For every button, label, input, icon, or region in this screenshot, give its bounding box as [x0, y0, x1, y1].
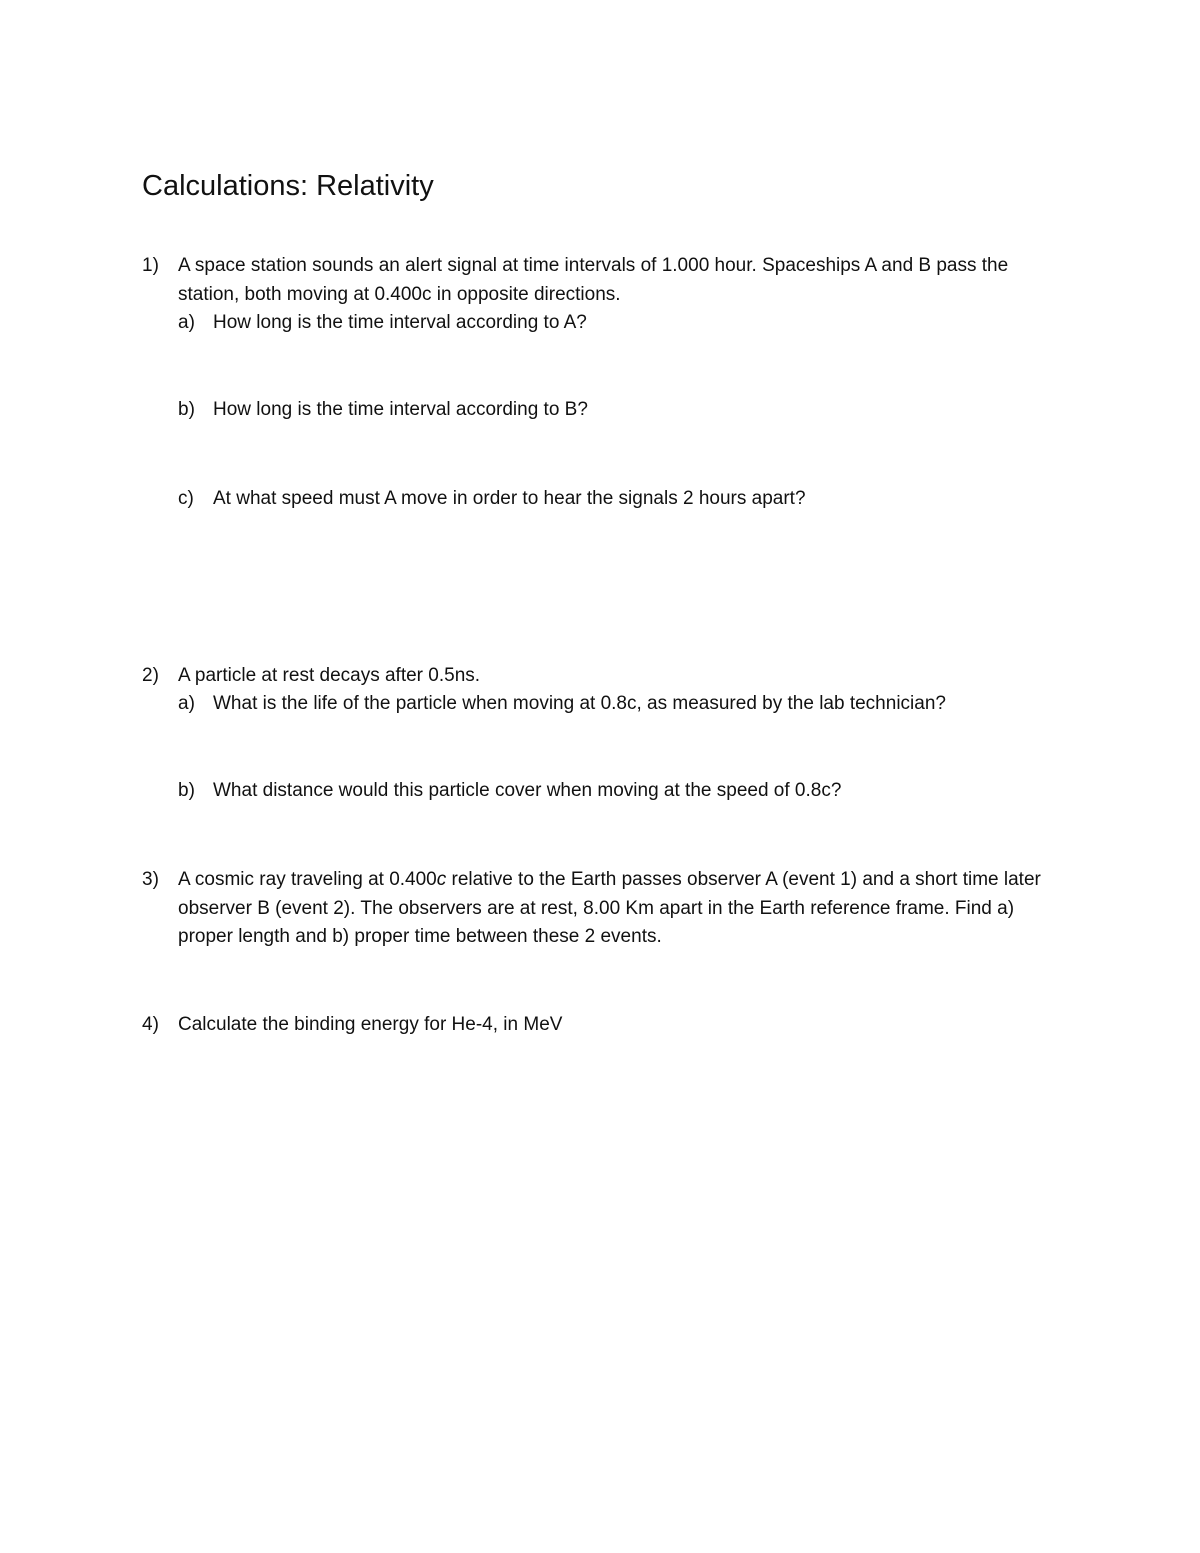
- part-letter: a): [178, 312, 195, 333]
- question-number: 3): [142, 869, 159, 890]
- page-title: Calculations: Relativity: [142, 170, 434, 202]
- part-letter: b): [178, 780, 195, 801]
- question-2: [142, 662, 1048, 691]
- part-text: At what speed must A move in order to hear the signals 2 hours apart?: [213, 488, 806, 509]
- question-number: 1): [142, 255, 159, 276]
- question-number: 2): [142, 665, 159, 686]
- speed-of-light-symbol: c: [436, 869, 447, 890]
- question-1-part-a: [178, 309, 587, 338]
- part-letter: b): [178, 399, 195, 420]
- question-text: Calculate the binding energy for He-4, in MeV: [178, 1014, 563, 1035]
- part-text: What distance would this particle cover when moving at the speed of 0.8c?: [213, 780, 842, 801]
- question-1-part-c: [178, 485, 806, 514]
- part-text: How long is the time interval according to A?: [213, 312, 587, 333]
- question-1-part-b: [178, 396, 588, 425]
- question-1: [142, 252, 1048, 309]
- part-letter: a): [178, 693, 195, 714]
- part-text: How long is the time interval according to B?: [213, 399, 588, 420]
- question-number: 4): [142, 1014, 159, 1035]
- question-text: [178, 866, 1048, 952]
- question-text-part: relative to the Earth passes observer A (event 1) and a short time later observer B (event 2). The observers are at rest, 8.00 Km apart in the Earth reference frame. Find a) proper length and b) proper time between these 2 events.: [178, 869, 1041, 947]
- question-text-part: A cosmic ray traveling at 0.400: [178, 869, 437, 890]
- question-text: A space station sounds an alert signal at time intervals of 1.000 hour. Spaceships A and B pass the station, both moving at 0.400c in opposite directions.: [178, 255, 1009, 305]
- question-2-part-a: [178, 690, 946, 719]
- question-2-part-b: [178, 777, 841, 806]
- question-4: [142, 1011, 1048, 1040]
- part-text: What is the life of the particle when moving at 0.8c, as measured by the lab technician?: [213, 693, 946, 714]
- part-letter: c): [178, 488, 194, 509]
- question-3: [142, 866, 1048, 952]
- question-text: A particle at rest decays after 0.5ns.: [178, 665, 481, 686]
